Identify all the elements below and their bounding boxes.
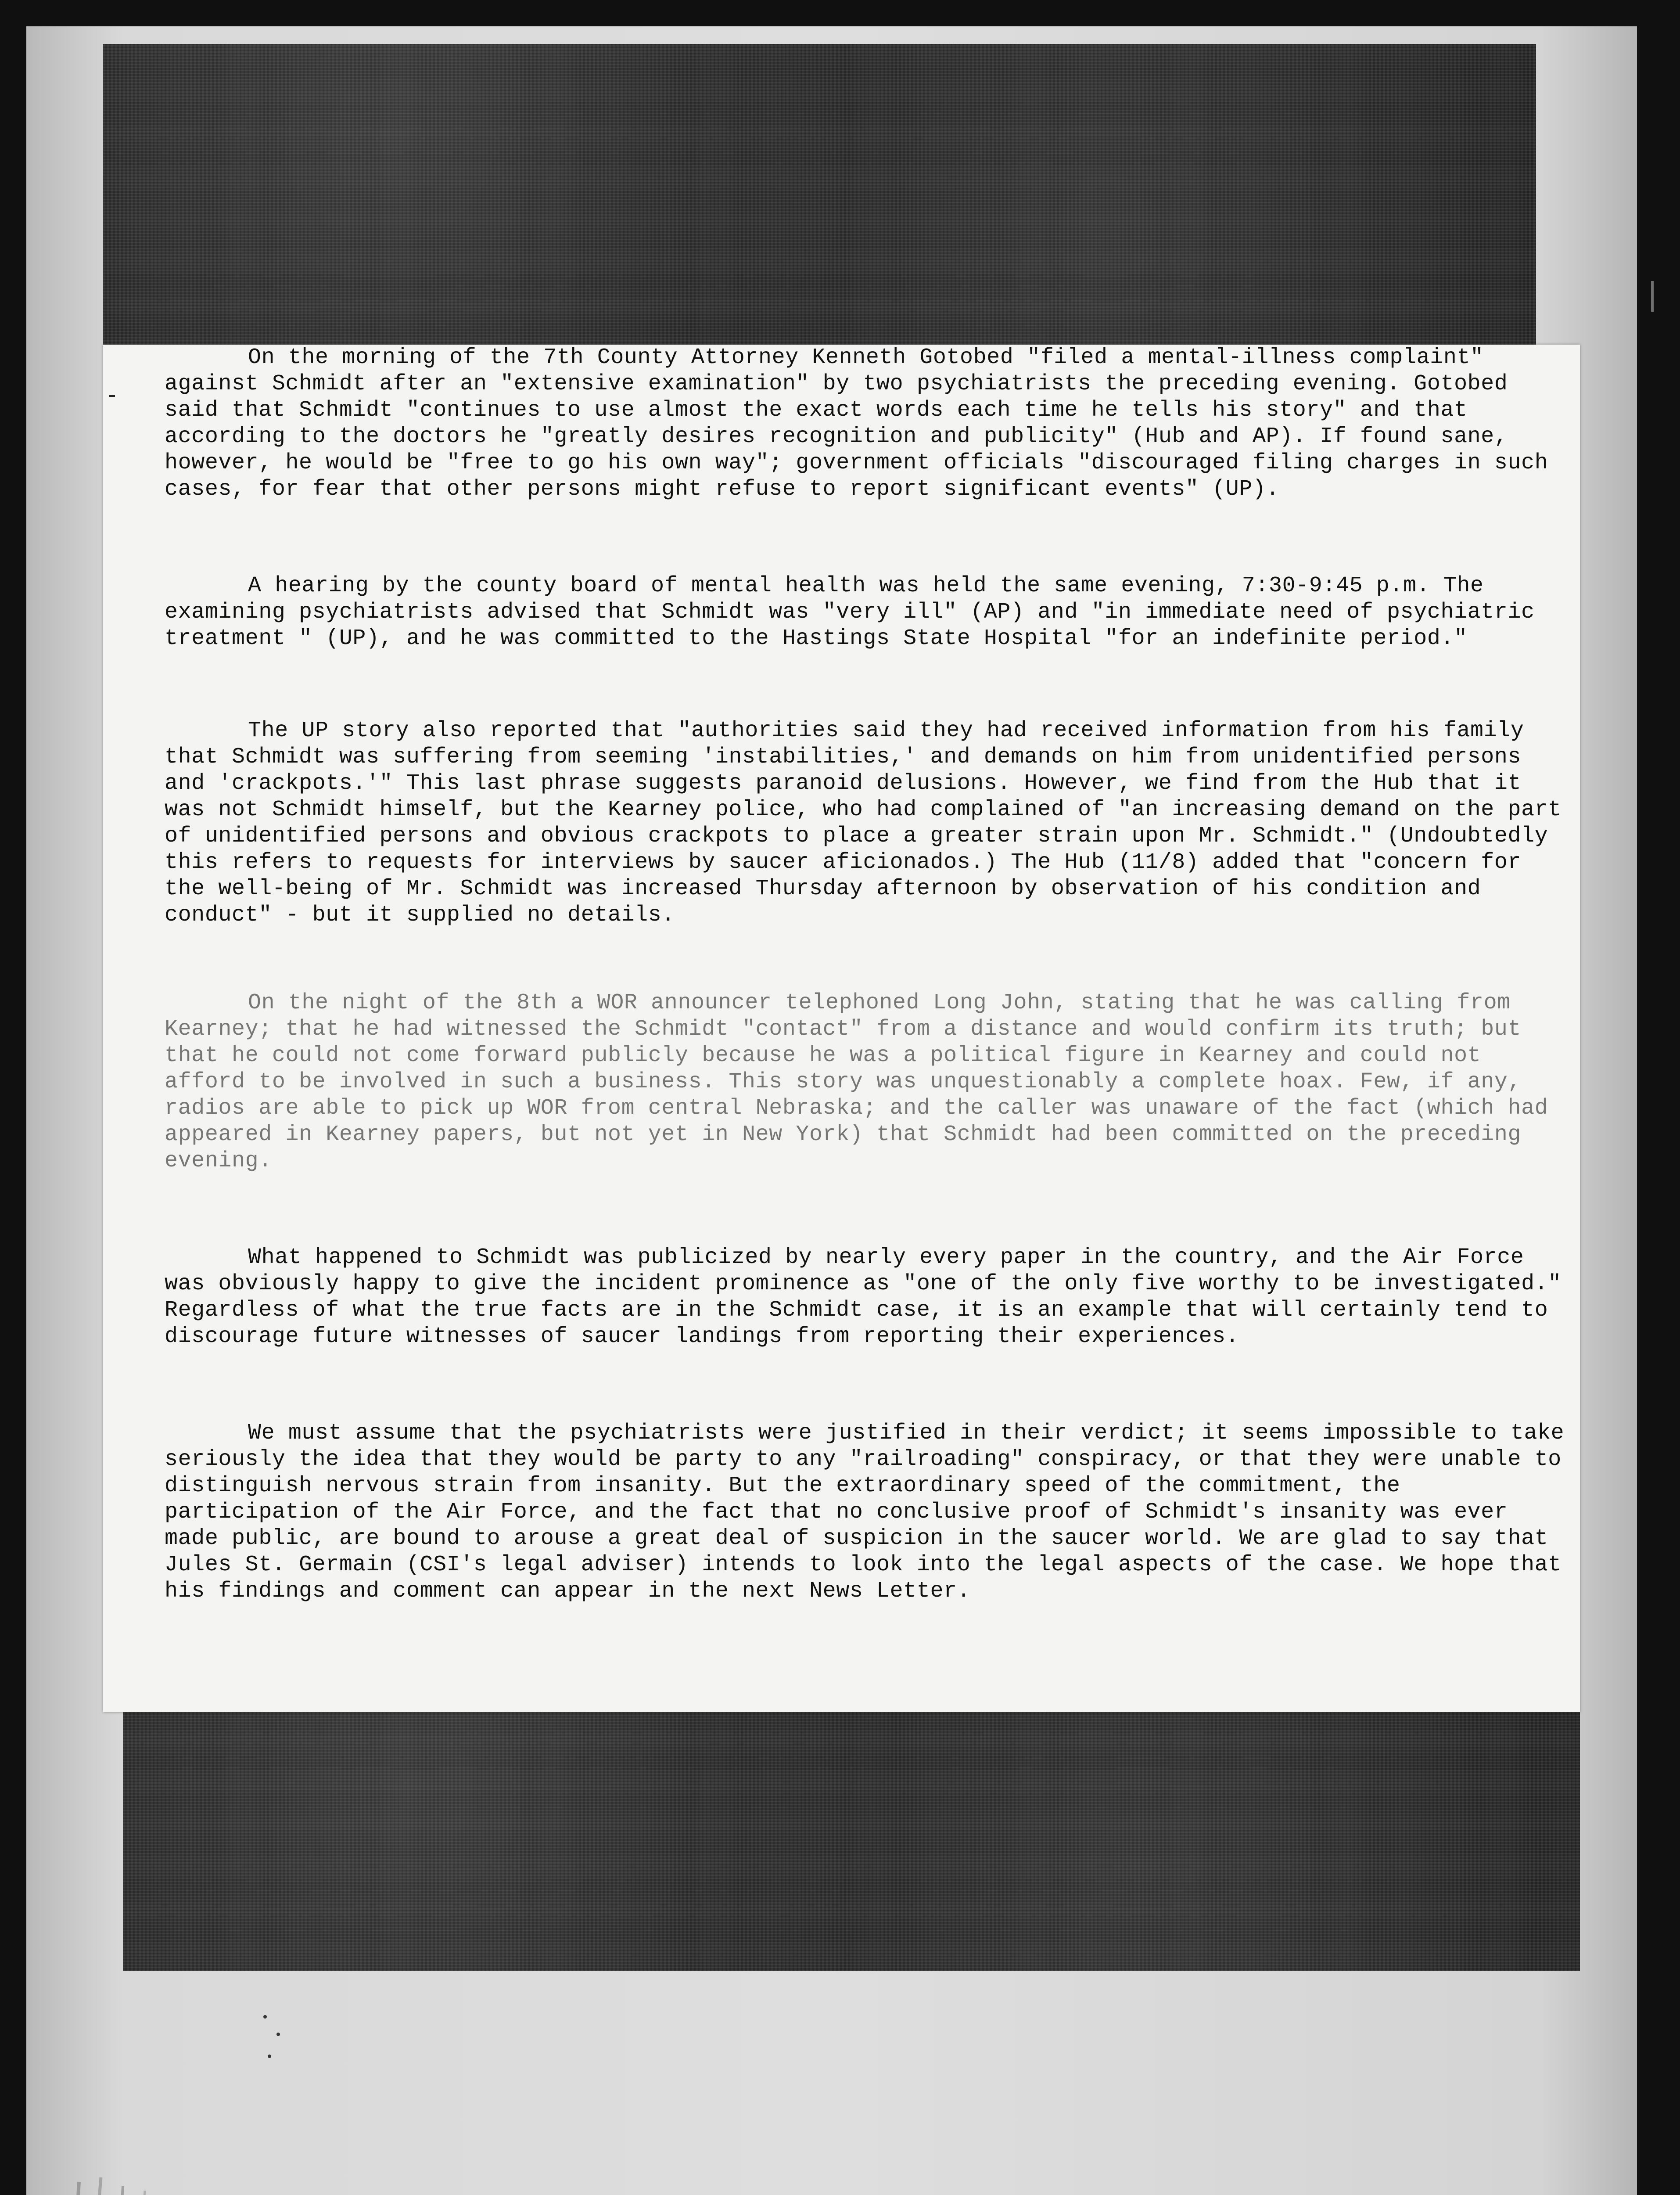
paragraph-5: What happened to Schmidt was publicized by nearly every paper in the country, and the Air Force was obviously happy to give the incident prominence as "one of the only five worthy to be investigated." Regardless of what the true facts are in the Schmidt case, it is an example that will certainly tend to discourage future witnesses of saucer landings from reporting their experiences. [165, 1245, 1562, 1349]
pen-scribble-marks [61, 2173, 158, 2195]
bottom-dark-band [123, 1712, 1580, 1971]
paragraph-3: The UP story also reported that "authorities said they had received information from his family that Schmidt was suffering from seeming 'instabilities,' and demands on him from unidentified persons and 'crackpots.'" This last phrase suggests paranoid delusions. However, we find from the Hub that it was not Schmidt himself, but the Kearney police, who had complained of "an increasing demand on the part of unidentified persons and obvious crackpots to place a greater strain upon Mr. Schmidt." (Undoubtedly this refers to requests for interviews by saucer aficionados.) The Hub (11/8) added that "concern for the well-being of Mr. Schmidt was increased Thursday afternoon by observation of his condition and conduct" - but it supplied no details. [165, 718, 1562, 928]
paragraph-4: On the night of the 8th a WOR announcer telephoned Long John, stating that he was calling from Kearney; that he had witnessed the Schmidt "contact" from a distance and would confirm its truth; but that he could not come forward publicly because he was a political figure in Kearney and could not afford to be involved in such a business. This story was unquestionably a complete hoax. Few, if any, radios are able to pick up WOR from central Nebraska; and the caller was unaware of the fact (which had appeared in Kearney papers, but not yet in New York) that Schmidt had been committed on the preceding evening. [165, 990, 1548, 1173]
top-dark-band [103, 44, 1536, 360]
paragraph-2: A hearing by the county board of mental health was held the same evening, 7:30-9:45 p.m. The examining psychiatrists advised that Schmidt was "very ill" (AP) and "in immediate need of psychiatric treatment " (UP), and he was committed to the Hastings State Hospital "for an indefinite period." [165, 573, 1535, 651]
paragraph-6: We must assume that the psychiatrists were justified in their verdict; it seems impossible to take seriously the idea that they would be party to any "railroading" conspiracy, or that they were unable to distinguish nervous strain from insanity. But the extraordinary speed of the commitment, the participation of the Air Force, and the fact that no conclusive proof of Schmidt's insanity was ever made public, are bound to arouse a great deal of suspicion in the saucer world. We are glad to say that Jules St. Germain (CSI's legal adviser) intends to look into the legal aspects of the case. We hope that his findings and comment can appear in the next News Letter. [165, 1421, 1565, 1604]
edge-mark [1651, 281, 1654, 312]
document-body [165, 345, 1578, 1712]
paragraph-1: On the morning of the 7th County Attorney Kenneth Gotobed "filed a mental-illness complaint" against Schmidt after an "extensive examination" by two psychiatrists the preceding evening. Gotobed said that Schmidt "continues to use almost the exact words each time he tells his story" and that according to the doctors he "greatly desires recognition and publicity" (Hub and AP). If found sane, however, he would be "free to go his own way"; government officials "discouraged filing charges in such cases, for fear that other persons might refuse to report significant events" (UP). [165, 345, 1548, 502]
margin-tick-mark [109, 395, 115, 397]
document-page [103, 345, 1580, 1712]
